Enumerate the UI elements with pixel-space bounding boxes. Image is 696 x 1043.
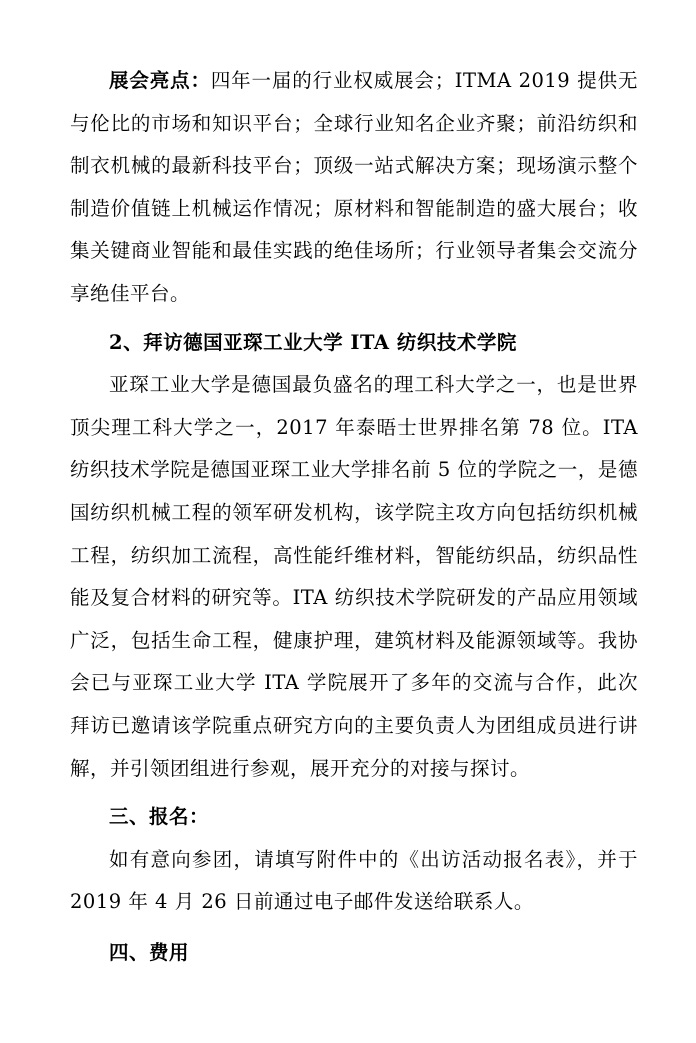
section4-heading: 四、费用 — [109, 940, 190, 964]
section3-heading: 三、报名： — [109, 805, 210, 829]
section3-body: 如有意向参团，请填写附件中的《出访活动报名表》，并于 2019 年 4 月 26 日前通过电子邮件发送给联系人。 — [70, 847, 638, 914]
highlights-text: 四年一届的行业权威展会；ITMA 2019 提供无与伦比的市场和知识平台；全球行业知名企业齐聚；前沿纺织和制衣机械的最新科技平台；顶级一站式解决方案；现场演示整个制造价值链上机械运作情况；原材料和智能制造的盛大展台；收集关键商业智能和最佳实践的绝佳场所；行业领导者集会交流分享绝佳平台。 — [70, 69, 638, 305]
highlights-paragraph — [70, 60, 638, 316]
section2-heading: 2、拜访德国亚琛工业大学 ITA 纺织技术学院 — [109, 330, 517, 354]
section2-body: 亚琛工业大学是德国最负盛名的理工科大学之一，也是世界顶尖理工科大学之一，2017 年泰晤士世界排名第 78 位。ITA 纺织技术学院是德国亚琛工业大学排名前 5 位的学院之一，是德国纺织机械工程的领军研发机构，该学院主攻方向包括纺织机械工程，纺织加工流程，高性能纤维材料，智能纺织品，纺织品性能及复合材料的研究等。ITA 纺织技术学院研发的产品应用领域广泛，包括生命工程，健康护理，建筑材料及能源领域等。我协会已与亚琛工业大学 ITA 学院展开了多年的交流与合作，此次拜访已邀请该学院重点研究方向的主要负责人为团组成员进行讲解，并引领团组进行参观，展开充分的对接与探讨。 — [70, 373, 638, 780]
highlights-label: 展会亮点： — [109, 69, 211, 92]
document-page — [70, 60, 638, 974]
